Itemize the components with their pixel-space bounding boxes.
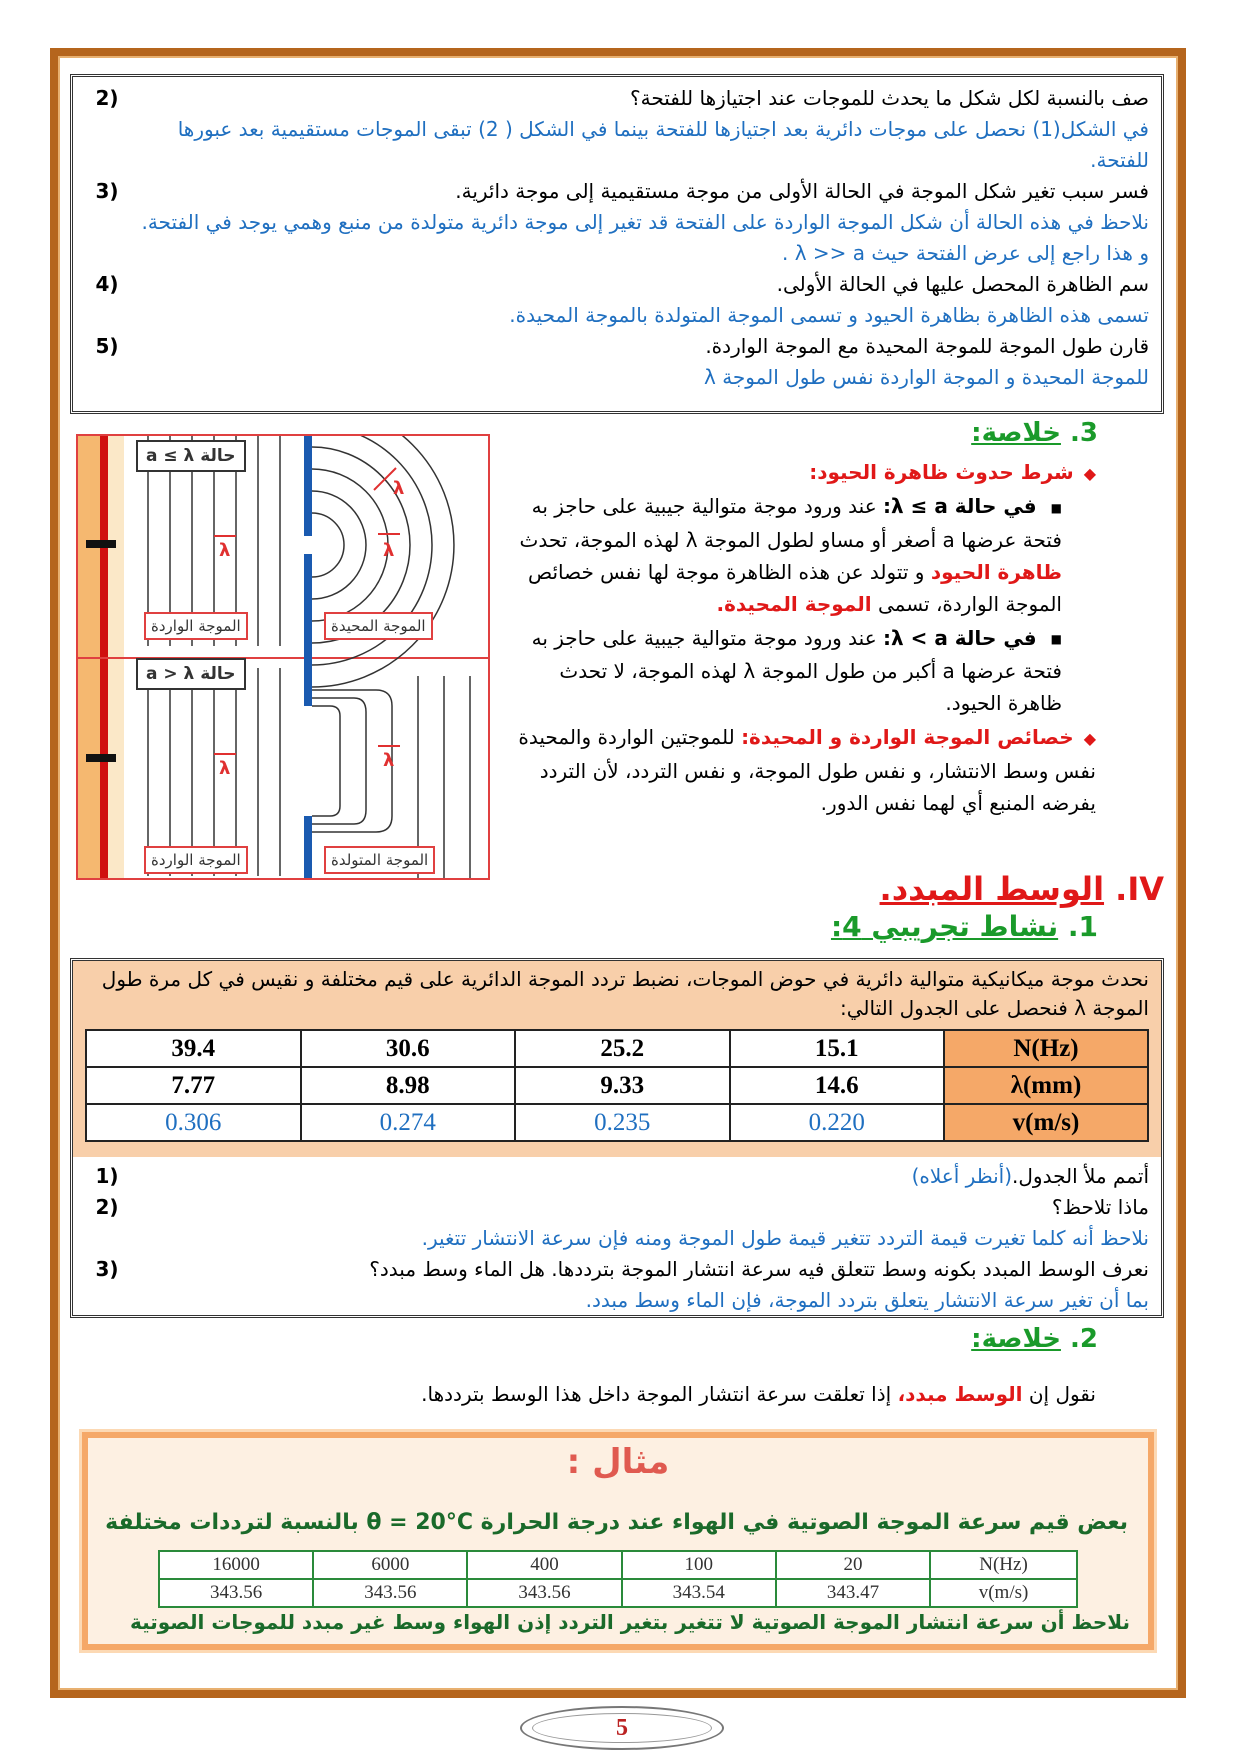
question-text: صف بالنسبة لكل شكل ما يحدث للموجات عند اجتيازها للفتحة؟ xyxy=(630,86,1149,110)
generated-wave-label: الموجة المتولدة xyxy=(324,846,435,874)
table-row xyxy=(86,1067,1148,1104)
question-text: نعرف الوسط المبدد بكونه وسط تتعلق فيه سرعة انتشار الموجة بترددها. هل الماء وسط مبدد؟ xyxy=(369,1257,1149,1281)
answer-text: نلاحظ أنه كلما تغيرت قيمة التردد تتغير قيمة طول الموجة ومنه فإن سرعة الانتشار تتغير. xyxy=(421,1226,1149,1250)
answer-text: (أنظر أعلاه) xyxy=(911,1164,1013,1188)
table-header-cell: v(m/s) xyxy=(930,1579,1077,1607)
table-cell: 15.1 xyxy=(730,1030,945,1067)
table-cell: 0.274 xyxy=(301,1104,516,1141)
page-number: 5 xyxy=(520,1706,724,1750)
question-2 xyxy=(85,83,1149,176)
section-heading: IV. الوسط المبدد. xyxy=(879,870,1164,908)
question-5 xyxy=(85,331,1149,393)
table-row xyxy=(159,1579,1077,1607)
activity-questions xyxy=(73,1157,1161,1320)
table-cell: 16000 xyxy=(159,1551,313,1579)
table-cell: 343.47 xyxy=(776,1579,930,1607)
summary-body xyxy=(510,456,1096,819)
table-cell: 400 xyxy=(467,1551,621,1579)
table-cell: 100 xyxy=(622,1551,776,1579)
activity-intro xyxy=(73,961,1161,1157)
question-text: قارن طول الموجة للموجة المحيدة مع الموجة الواردة. xyxy=(705,334,1149,358)
square-bullet-icon: ■ xyxy=(1050,632,1062,646)
diffraction-diagram xyxy=(76,434,490,880)
question-4 xyxy=(85,269,1149,331)
question-number: (4 xyxy=(95,272,119,296)
example-description: بعض قيم سرعة الموجة الصوتية في الهواء عند درجة الحرارة θ = 20°C بالنسبة لترددات مختلفة xyxy=(105,1510,1128,1535)
diamond-bullet-icon: ◆ xyxy=(1083,464,1096,483)
answer-text: للموجة المحيدة و الموجة الواردة نفس طول الموجة λ xyxy=(704,365,1149,389)
lambda-marker: λ xyxy=(383,750,395,771)
dispersive-medium-definition: نقول إن الوسط مبدد، إذا تعلقت سرعة انتشار الموجة داخل هذا الوسط بترددها. xyxy=(421,1382,1096,1406)
lambda-marker: λ xyxy=(383,540,395,561)
table-header-cell: v(m/s) xyxy=(944,1104,1148,1141)
summary-heading: 2. خلاصة: xyxy=(971,1324,1098,1354)
table-cell: 8.98 xyxy=(301,1067,516,1104)
question-number: (2 xyxy=(95,86,119,110)
question-text: أتمم ملأ الجدول. xyxy=(1012,1164,1149,1188)
table-row xyxy=(86,1104,1148,1141)
table-cell: 343.54 xyxy=(622,1579,776,1607)
example-conclusion: نلاحظ أن سرعة انتشار الموجة الصوتية لا تتغير بتغير التردد إذن الهواء وسط غير مبدد للموجات الصوتية xyxy=(129,1610,1130,1634)
question-text: فسر سبب تغير شكل الموجة في الحالة الأولى من موجة مستقيمية إلى موجة دائرية. xyxy=(455,179,1149,203)
summary-heading: 3. خلاصة: xyxy=(971,418,1098,448)
diffracted-wave-label: الموجة المحيدة xyxy=(324,612,433,640)
incident-wave-label: الموجة الواردة xyxy=(144,612,248,640)
incident-wave-label: الموجة الواردة xyxy=(144,846,248,874)
table-cell: 0.235 xyxy=(515,1104,730,1141)
table-cell: 9.33 xyxy=(515,1067,730,1104)
question-text: ماذا تلاحظ؟ xyxy=(1051,1195,1149,1219)
table-cell: 0.306 xyxy=(86,1104,301,1141)
question-number: (3 xyxy=(95,179,119,203)
case-label-bottom: حالة a > λ xyxy=(136,658,246,690)
table-cell: 39.4 xyxy=(86,1030,301,1067)
answer-text: نلاحظ في هذه الحالة أن شكل الموجة الواردة على الفتحة قد تغير إلى موجة دائرية متولدة من منبع وهمي يوجد في الفتحة. و هذا راجع إلى عرض الفتحة حيث λ >> a . xyxy=(141,210,1149,265)
table-cell: 7.77 xyxy=(86,1067,301,1104)
question-number: (1 xyxy=(95,1164,119,1188)
example-box xyxy=(82,1432,1154,1650)
table-row xyxy=(86,1030,1148,1067)
sound-speed-table xyxy=(158,1550,1078,1608)
table-row xyxy=(159,1551,1077,1579)
table-cell: 343.56 xyxy=(467,1579,621,1607)
table-header-cell: N(Hz) xyxy=(944,1030,1148,1067)
questions-box xyxy=(70,74,1164,414)
question-number: (2 xyxy=(95,1195,119,1219)
table-cell: 343.56 xyxy=(159,1579,313,1607)
case-1-paragraph: ■في حالة λ ≤ a: عند ورود موجة متوالية جيبية على حاجز به فتحة عرضها a أصغر أو مساو لطول الموجة λ لهذه الموجة، تحدث ظاهرة الحيود و تتولد عن هذه الظاهرة موجة لها نفس خصائص الموجة الواردة، تسمى الموجة المحيدة. xyxy=(519,494,1062,616)
activity-question-2 xyxy=(85,1192,1149,1254)
table-cell: 6000 xyxy=(313,1551,467,1579)
question-text: سم الظاهرة المحصل عليها في الحالة الأولى. xyxy=(776,272,1149,296)
wave-properties-paragraph: ◆خصائص الموجة الواردة و المحيدة: للموجتين الواردة والمحيدة نفس وسط الانتشار، و نفس طول الموجة، و نفس التردد، لأن التردد يفرضه المنبع أي لهما نفس الدور. xyxy=(518,725,1096,815)
table-cell: 25.2 xyxy=(515,1030,730,1067)
activity-heading: 1. نشاط تجريبي 4: xyxy=(830,910,1098,943)
answer-text: بما أن تغير سرعة الانتشار يتعلق بتردد الموجة، فإن الماء وسط مبدد. xyxy=(585,1288,1149,1312)
diffraction-condition-title: ◆شرط حدوث ظاهرة الحيود: xyxy=(809,460,1096,484)
activity-box xyxy=(70,958,1164,1318)
table-header-cell: N(Hz) xyxy=(930,1551,1077,1579)
answer-text: في الشكل(1) نحصل على موجات دائرية بعد اجتيازها للفتحة بينما في الشكل ( 2) تبقى الموجات مستقيمية بعد عبورها للفتحة. xyxy=(177,117,1149,172)
table-cell: 30.6 xyxy=(301,1030,516,1067)
lambda-marker: λ xyxy=(219,540,231,561)
question-3 xyxy=(85,176,1149,269)
activity-question-1 xyxy=(85,1161,1149,1192)
table-cell: 14.6 xyxy=(730,1067,945,1104)
lambda-marker: λ xyxy=(219,758,231,779)
square-bullet-icon: ■ xyxy=(1050,500,1062,515)
question-number: (5 xyxy=(95,334,119,358)
table-header-cell: λ(mm) xyxy=(944,1067,1148,1104)
question-number: (3 xyxy=(95,1257,119,1281)
activity-intro-text: نحدث موجة ميكانيكية متوالية دائرية في حوض الموجات، نضبط تردد الموجة الدائرية على قيم مختلفة و نقيس في كل مرة طول الموجة λ فنحصل على الجدول التالي: xyxy=(101,967,1149,1020)
wave-table xyxy=(85,1029,1149,1142)
example-title: مثال : xyxy=(566,1442,670,1482)
case-label-top: حالة a ≤ λ xyxy=(136,440,246,472)
activity-question-3 xyxy=(85,1254,1149,1316)
case-2-paragraph: ■في حالة λ < a: عند ورود موجة متوالية جيبية على حاجز به فتحة عرضها a أكبر من طول الموجة λ لهذه الموجة، لا تحدث ظاهرة الحيود. xyxy=(531,625,1062,715)
table-cell: 20 xyxy=(776,1551,930,1579)
table-cell: 343.56 xyxy=(313,1579,467,1607)
table-cell: 0.220 xyxy=(730,1104,945,1141)
lambda-marker: λ xyxy=(393,478,405,499)
answer-text: تسمى هذه الظاهرة بظاهرة الحيود و تسمى الموجة المتولدة بالموجة المحيدة. xyxy=(509,303,1149,327)
diamond-bullet-icon: ◆ xyxy=(1083,729,1096,748)
